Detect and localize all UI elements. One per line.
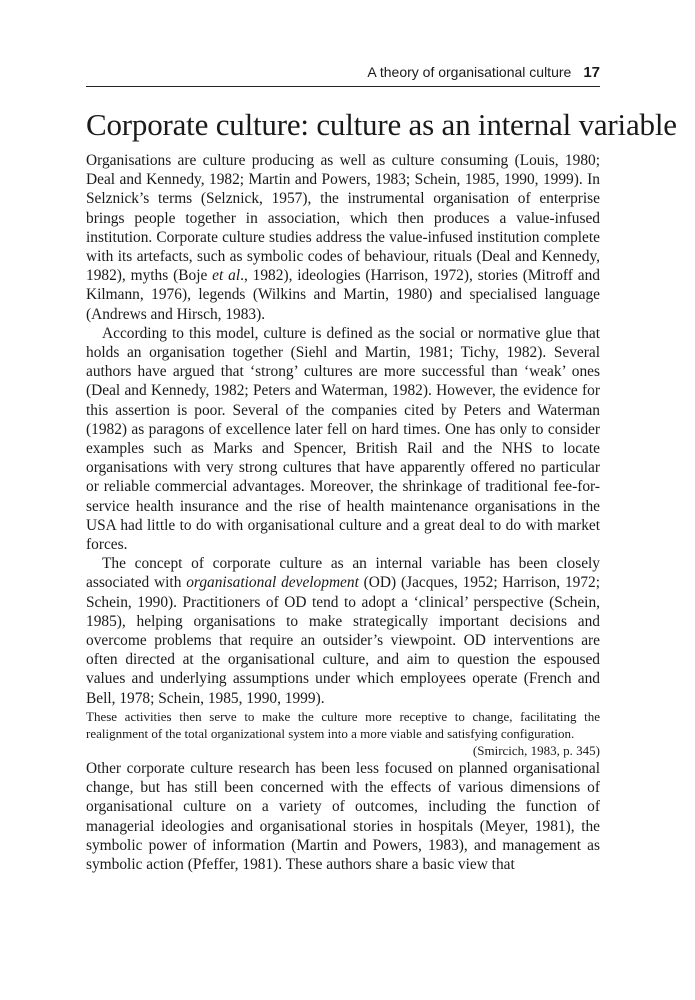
paragraph-1 <box>86 151 600 324</box>
paragraph-1-italic: et al <box>212 267 241 285</box>
running-title: A theory of organisational culture <box>367 64 572 80</box>
paragraph-4: Other corporate culture research has been less focused on planned organisational change, but has still been concerned with the effects of various dimensions of organisational culture on a variety of outcomes, including the function of managerial ideologies and organisational stories in hospitals (Meyer, 1981), the symbolic power of information (Martin and Powers, 1983), and management as symbolic action (Pfeffer, 1981). These authors share a basic view that <box>86 759 600 873</box>
paragraph-1-text: Organisations are culture producing as well as culture consuming (Louis, 1980; Deal and Kennedy, 1982; Martin and Powers, 1983; Schein, 1985, 1990, 1999). In Selznick’s terms (Selznick, 1957), the instrumental organisation of enterprise brings people together in association, which then produces a value-infused institution. Corporate culture studies address the value-infused institution complete with its artefacts, such as symbolic codes of behaviour, rituals (Deal and Kennedy, 1982), myths (Boje <box>86 152 600 285</box>
paragraph-1-tail: ., 1982), ideologies (Harrison, 1972), stories (Mitroff and Kilmann, 1976), legends (Wilkins and Martin, 1980) and specialised language (Andrews and Hirsch, 1983). <box>86 267 600 323</box>
section-title: Corporate culture: culture as an internal variable <box>86 107 677 142</box>
page-number: 17 <box>583 64 600 81</box>
paragraph-2: According to this model, culture is defined as the social or normative glue that holds an organisation together (Siehl and Martin, 1981; Tichy, 1982). Several authors have argued that ‘strong’ cultures are more successful than ‘weak’ ones (Deal and Kennedy, 1982; Peters and Waterman, 1982). However, the evidence for this assertion is poor. Several of the companies cited by Peters and Waterman (1982) as paragons of excellence later fell on hard times. One has only to consider examples such as Marks and Spencer, British Rail and the NHS to locate organisations with very strong cultures that have apparently offered no particular or reliable commercial advantages. Moreover, the shrinkage of traditional fee-for-service health insurance and the rise of health maintenance organisations in the USA had little to do with organisational culture and a great deal to do with market forces. <box>86 324 600 554</box>
quote-citation: (Smircich, 1983, p. 345) <box>472 742 600 758</box>
paragraph-3-text: The concept of corporate culture as an internal variable has been closely associated with <box>86 555 600 592</box>
paragraph-3 <box>86 554 600 708</box>
block-quote: These activities then serve to make the culture more receptive to change, facilitating the realignment of the total organizational system into a more viable and satisfying configuration. <box>86 708 600 741</box>
running-header <box>86 64 600 86</box>
paragraph-3-tail: (OD) (Jacques, 1952; Harrison, 1972; Schein, 1990). Practitioners of OD tend to adopt a ‘clinical’ perspective (Schein, 1985), helping organisations to make strategically important decisions and overcome problems that require an outsider’s viewpoint. OD interventions are often directed at the organisational culture, and aim to question the espoused values and underlying assumptions under which employees operate (French and Bell, 1978; Schein, 1985, 1990, 1999). <box>86 574 600 707</box>
header-rule <box>86 86 600 87</box>
body-text <box>86 151 600 874</box>
paragraph-3-italic: organisational development <box>186 574 359 592</box>
